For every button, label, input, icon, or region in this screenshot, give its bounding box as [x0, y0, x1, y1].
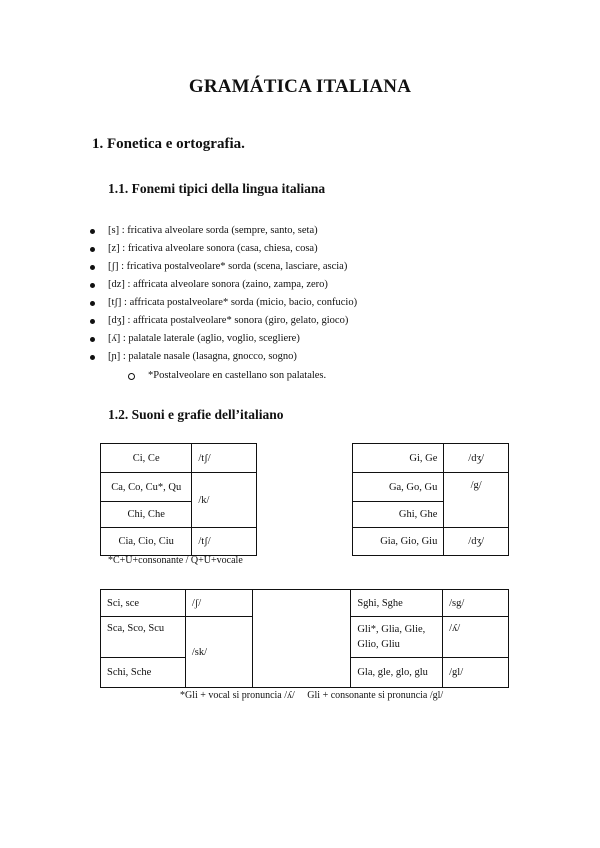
list-item: [s] : fricativa alveolare sorda (sempre, santo, seta): [88, 222, 357, 240]
phoneme-list: [88, 222, 357, 366]
table-cell: Ca, Co, Cu*, Qu: [101, 473, 192, 502]
table-row: [353, 473, 509, 502]
table-cell: Gli*, Glia, Glie, Glio, Gliu: [351, 617, 443, 658]
sub-bullet-note: *Postalveolare en castellano son palatales.: [132, 369, 326, 383]
table-row: [353, 528, 509, 556]
table-cell: Sghi, Sghe: [351, 590, 443, 617]
table-cell: Gi, Ge: [353, 444, 444, 473]
sc-gl-spelling-table: [100, 589, 509, 688]
list-item: [ɲ] : palatale nasale (lasagna, gnocco, sogno): [88, 348, 357, 366]
table-cell: Chi, Che: [101, 502, 192, 528]
list-item: [dz] : affricata alveolare sonora (zaino, zampa, zero): [88, 276, 357, 294]
table-row: [101, 590, 509, 617]
table-cell: /g/: [444, 473, 509, 528]
g-spelling-table: [352, 443, 509, 556]
table-cell: /dʒ/: [444, 528, 509, 556]
table-cell: Ga, Go, Gu: [353, 473, 444, 502]
subsection-heading: 1.2. Suoni e grafie dell’italiano: [108, 407, 284, 422]
hollow-bullet-icon: [128, 373, 135, 380]
table-cell: Gia, Gio, Giu: [353, 528, 444, 556]
table-spacer-cell: [252, 590, 351, 688]
table-cell: /gl/: [443, 658, 509, 688]
table-cell: Ghi, Ghe: [353, 502, 444, 528]
table-cell: /tʃ/: [192, 528, 257, 556]
page-title: GRAMÁTICA ITALIANA: [188, 76, 412, 97]
bullet-icon: [90, 283, 95, 288]
table-cell: Sci, sce: [101, 590, 186, 617]
table-cell: /k/: [192, 473, 257, 528]
table-row: [101, 528, 257, 556]
table-footnote: *Gli + vocal si pronuncia /ʎ/ Gli + consonante si pronuncia /gl/: [180, 690, 444, 701]
list-item: [tʃ] : affricata postalveolare* sorda (micio, bacio, confucio): [88, 294, 357, 312]
bullet-icon: [90, 229, 95, 234]
list-item: [dʒ] : affricata postalveolare* sonora (giro, gelato, gioco): [88, 312, 357, 330]
table-cell: /ʃ/: [185, 590, 252, 617]
c-spelling-table: [100, 443, 257, 556]
list-item: [z] : fricativa alveolare sonora (casa, chiesa, cosa): [88, 240, 357, 258]
bullet-icon: [90, 355, 95, 360]
table-cell: /tʃ/: [192, 444, 257, 473]
table-cell: Cia, Cio, Ciu: [101, 528, 192, 556]
list-item: [ʃ] : fricativa postalveolare* sorda (scena, lasciare, ascia): [88, 258, 357, 276]
table-row: [353, 444, 509, 473]
table-row: [101, 444, 257, 473]
table-cell: /sk/: [185, 617, 252, 688]
bullet-icon: [90, 337, 95, 342]
table-cell: Sca, Sco, Scu: [101, 617, 186, 658]
bullet-icon: [90, 319, 95, 324]
table-cell: /ʎ/: [443, 617, 509, 658]
table-cell: Schi, Sche: [101, 658, 186, 688]
bullet-icon: [90, 301, 95, 306]
table-row: [101, 473, 257, 502]
bullet-icon: [90, 265, 95, 270]
table-cell: Gla, gle, glo, glu: [351, 658, 443, 688]
table-cell: Ci, Ce: [101, 444, 192, 473]
bullet-icon: [90, 247, 95, 252]
table-cell: /sg/: [443, 590, 509, 617]
section-heading: 1. Fonetica e ortografia.: [92, 136, 245, 152]
subsection-heading: 1.1. Fonemi tipici della lingua italiana: [108, 181, 326, 196]
list-item: [ʎ] : palatale laterale (aglio, voglio, scegliere): [88, 330, 357, 348]
table-footnote: *C+U+consonante / Q+U+vocale: [108, 555, 243, 566]
table-cell: /dʒ/: [444, 444, 509, 473]
